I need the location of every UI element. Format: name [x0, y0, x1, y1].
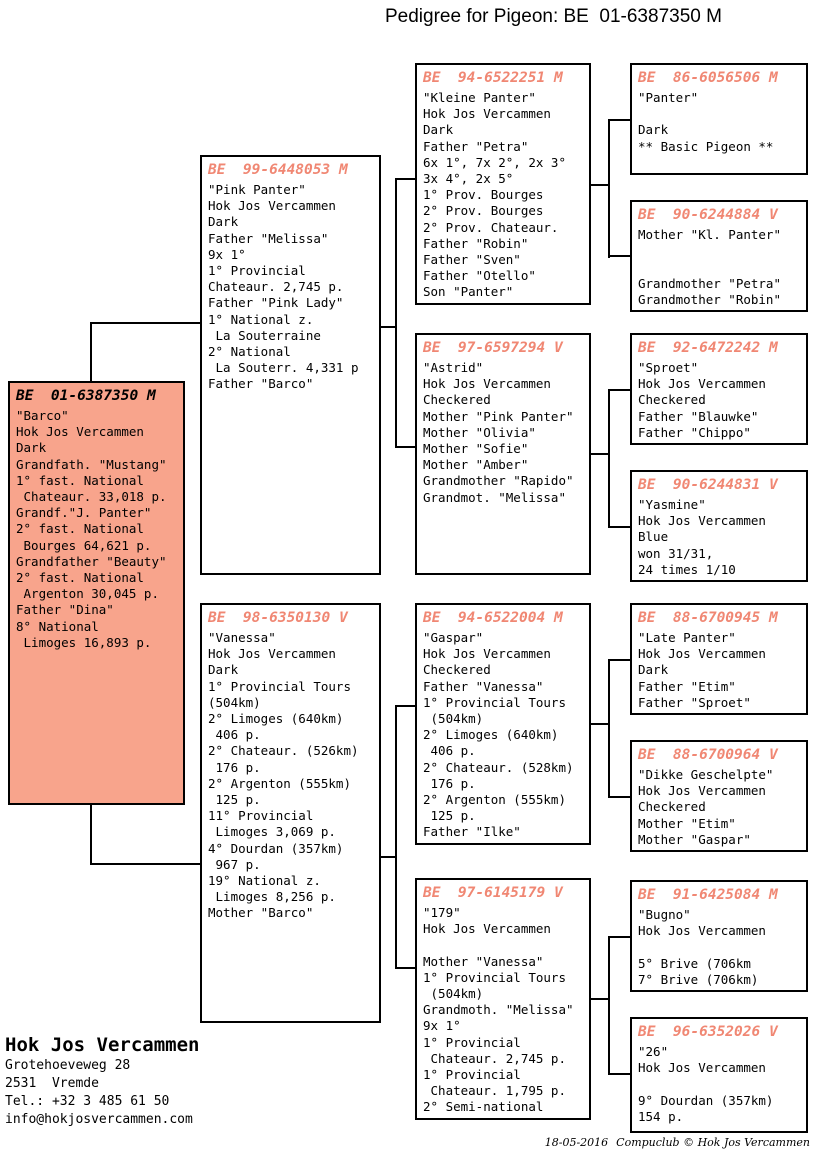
- ring-number: BE 97-6145179 V: [423, 885, 563, 901]
- loft-name: Hok Jos Vercammen: [5, 1034, 200, 1056]
- ring-number: BE 96-6352026 V: [638, 1024, 778, 1040]
- ring-number: BE 90-6244884 V: [638, 207, 778, 223]
- pedigree-details: [638, 360, 800, 441]
- pedigree-box-greatgrandparent-2: [630, 200, 808, 312]
- text-line: 2° Limoges (640km): [208, 711, 344, 727]
- connector-line: [90, 863, 200, 865]
- pedigree-details: [638, 227, 800, 308]
- text-line: Father "Petra": [423, 138, 529, 154]
- text-line: Son "Panter": [423, 284, 514, 300]
- text-line: "Kleine Panter": [423, 90, 536, 105]
- text-line: Mother "Barco": [208, 905, 314, 921]
- text-line: "Astrid": [423, 360, 484, 375]
- text-line: 2° Prov. Bourges: [423, 203, 544, 219]
- text-line: Checkered: [638, 392, 706, 408]
- text-line: Father "Otello": [423, 268, 536, 284]
- ring-number: BE 88-6700964 V: [638, 747, 778, 763]
- ring-number: BE 88-6700945 M: [638, 610, 778, 626]
- text-line: Grandfath. "Mustang": [16, 456, 167, 472]
- text-line: 967 p.: [208, 856, 261, 872]
- text-line: Father "Etim": [638, 678, 736, 694]
- connector-line: [608, 659, 630, 661]
- text-line: (504km): [208, 694, 261, 710]
- text-line: "Pink Panter": [208, 182, 306, 197]
- ring-number: BE 92-6472242 M: [638, 340, 778, 356]
- text-line: 2° Semi-national: [423, 1099, 544, 1115]
- pedigree-box-greatgrandparent-8: [630, 1017, 808, 1133]
- text-line: Checkered: [423, 392, 491, 408]
- text-line: Father "Melissa": [208, 230, 329, 246]
- ring-number: BE 91-6425084 M: [638, 887, 778, 903]
- connector-line: [395, 178, 397, 448]
- text-line: Grandmot. "Melissa": [423, 489, 566, 505]
- text-line: Mother "Sofie": [423, 441, 529, 457]
- text-line: 9° Dourdan (357km): [638, 1092, 774, 1108]
- pedigree-box-greatgrandparent-1: [630, 63, 808, 175]
- text-line: Limoges 3,069 p.: [208, 824, 336, 840]
- text-line: Hok Jos Vercammen: [16, 424, 144, 440]
- text-line: Chateaur. 2,745 p.: [423, 1050, 566, 1066]
- pedigree-box-greatgrandparent-6: [630, 740, 808, 852]
- text-line: Checkered: [638, 799, 706, 815]
- pedigree-details: [638, 630, 800, 711]
- page-title: Pedigree for Pigeon: BE 01-6387350 M: [385, 6, 722, 27]
- text-line: Dark: [638, 122, 669, 138]
- text-line: 1° Provincial Tours: [208, 678, 351, 694]
- pedigree-details: [638, 767, 800, 848]
- ring-number: BE 94-6522004 M: [423, 610, 563, 626]
- text-line: Grotehoeveweg 28: [5, 1058, 131, 1073]
- text-line: 6x 1°, 7x 2°, 2x 3°: [423, 154, 566, 170]
- text-line: Blue: [638, 529, 669, 545]
- pedigree-box-greatgrandparent-7: [630, 880, 808, 992]
- text-line: [638, 939, 800, 955]
- text-line: Hok Jos Vercammen: [208, 646, 336, 662]
- text-line: Father "Ilke": [423, 824, 521, 840]
- text-line: 2° Chateaur. (528km): [423, 759, 574, 775]
- text-line: Bourges 64,621 p.: [16, 537, 152, 553]
- connector-line: [608, 659, 610, 798]
- text-line: 2° National: [208, 344, 291, 360]
- text-line: Father "Dina": [16, 602, 114, 618]
- connector-line: [90, 322, 92, 383]
- text-line: 24 times 1/10: [638, 561, 736, 577]
- text-line: Limoges 8,256 p.: [208, 889, 336, 905]
- text-line: won 31/31,: [638, 545, 714, 561]
- footnote-date: 18-05-2016: [544, 1136, 609, 1149]
- text-line: Mother "Gaspar": [638, 831, 751, 847]
- text-line: 2531 Vremde: [5, 1076, 99, 1091]
- connector-line: [608, 389, 630, 391]
- connector-line: [395, 967, 415, 969]
- ring-number: BE 86-6056506 M: [638, 70, 778, 86]
- text-line: Father "Pink Lady": [208, 295, 344, 311]
- text-line: Father "Barco": [208, 376, 314, 392]
- text-line: [638, 259, 800, 275]
- ring-number: BE 98-6350130 V: [208, 610, 348, 626]
- text-line: 125 p.: [208, 792, 261, 808]
- text-line: Hok Jos Vercammen: [638, 1060, 766, 1076]
- pedigree-box-subject: [8, 381, 185, 805]
- text-line: 2° fast. National: [16, 521, 144, 537]
- text-line: Hok Jos Vercammen: [638, 513, 766, 529]
- text-line: "26": [638, 1044, 669, 1059]
- text-line: Hok Jos Vercammen: [423, 646, 551, 662]
- ring-number: BE 90-6244831 V: [638, 477, 778, 493]
- text-line: 2° Argenton (555km): [208, 775, 351, 791]
- text-line: 2° Chateaur. (526km): [208, 743, 359, 759]
- loft-address: [5, 1057, 199, 1129]
- text-line: "Bugno": [638, 907, 691, 922]
- text-line: Mother "Pink Panter": [423, 408, 574, 424]
- text-line: Grandmother "Rapido": [423, 473, 574, 489]
- text-line: 154 p.: [638, 1108, 684, 1124]
- text-line: Mother "Etim": [638, 815, 736, 831]
- text-line: Mother "Amber": [423, 457, 529, 473]
- text-line: La Souterr. 4,331 p: [208, 360, 359, 376]
- text-line: Father "Robin": [423, 235, 529, 251]
- text-line: "Barco": [16, 408, 69, 423]
- text-line: Grandmother "Robin": [638, 291, 781, 307]
- connector-line: [395, 446, 415, 448]
- footnote-credit: Compuclub © Hok Jos Vercammen: [616, 1136, 810, 1149]
- text-line: Hok Jos Vercammen: [638, 783, 766, 799]
- pedigree-details: [208, 182, 373, 393]
- text-line: 9x 1°: [208, 246, 246, 262]
- connector-line: [90, 803, 92, 865]
- text-line: Chateaur. 1,795 p.: [423, 1083, 566, 1099]
- text-line: "Late Panter": [638, 630, 736, 645]
- connector-line: [608, 526, 630, 528]
- text-line: Chateaur. 33,018 p.: [16, 489, 167, 505]
- text-line: 406 p.: [208, 727, 261, 743]
- text-line: 1° Provincial: [423, 1067, 521, 1083]
- pedigree-details: [423, 630, 583, 841]
- pedigree-box-grandfather-paternal: [415, 63, 591, 305]
- pedigree-details: [16, 408, 177, 651]
- connector-line: [608, 119, 610, 258]
- pedigree-box-grandmother-maternal: [415, 878, 591, 1120]
- text-line: 176 p.: [423, 775, 476, 791]
- text-line: 1° Provincial: [208, 263, 306, 279]
- text-line: "Vanessa": [208, 630, 276, 645]
- text-line: 4° Dourdan (357km): [208, 840, 344, 856]
- footnote: [537, 1136, 810, 1149]
- text-line: Dark: [638, 662, 669, 678]
- text-line: [638, 106, 800, 122]
- text-line: (504km): [423, 986, 484, 1002]
- connector-line: [608, 796, 630, 798]
- pedigree-details: [208, 630, 373, 922]
- connector-line: [608, 255, 630, 257]
- text-line: 8° National: [16, 618, 99, 634]
- text-line: Grandmoth. "Melissa": [423, 1002, 574, 1018]
- text-line: 125 p.: [423, 808, 476, 824]
- text-line: (504km): [423, 711, 484, 727]
- text-line: "179": [423, 905, 461, 920]
- connector-line: [608, 119, 630, 121]
- pedigree-box-greatgrandparent-3: [630, 333, 808, 445]
- text-line: Mother "Olivia": [423, 424, 536, 440]
- text-line: Chateaur. 2,745 p.: [208, 279, 344, 295]
- text-line: Hok Jos Vercammen: [423, 376, 551, 392]
- text-line: Dark: [208, 662, 239, 678]
- text-line: 9x 1°: [423, 1018, 461, 1034]
- pedigree-details: [638, 90, 800, 155]
- pedigree-details: [423, 905, 583, 1116]
- text-line: [638, 1076, 800, 1092]
- text-line: Hok Jos Vercammen: [638, 376, 766, 392]
- pedigree-details: [638, 497, 800, 578]
- text-line: "Panter": [638, 90, 699, 105]
- text-line: 19° National z.: [208, 873, 321, 889]
- connector-line: [608, 389, 610, 528]
- text-line: "Sproet": [638, 360, 699, 375]
- text-line: [638, 243, 800, 259]
- text-line: Hok Jos Vercammen: [423, 106, 551, 122]
- ring-number: BE 97-6597294 V: [423, 340, 563, 356]
- text-line: Grandf."J. Panter": [16, 505, 152, 521]
- pedigree-box-father: [200, 155, 381, 575]
- text-line: Limoges 16,893 p.: [16, 634, 152, 650]
- text-line: 7° Brive (706km): [638, 971, 759, 987]
- pedigree-details: [423, 90, 583, 301]
- connector-line: [90, 322, 200, 324]
- connector-line: [608, 936, 610, 1075]
- connector-line: [608, 1073, 630, 1075]
- text-line: 1° fast. National: [16, 472, 144, 488]
- text-line: Father "Vanessa": [423, 678, 544, 694]
- ring-number: BE 99-6448053 M: [208, 162, 348, 178]
- text-line: 1° Provincial Tours: [423, 969, 566, 985]
- text-line: Father "Blauwke": [638, 408, 759, 424]
- text-line: 2° fast. National: [16, 570, 144, 586]
- connector-line: [395, 178, 415, 180]
- pedigree-box-grandfather-maternal: [415, 603, 591, 845]
- text-line: Dark: [16, 440, 47, 456]
- pedigree-details: [638, 1044, 800, 1125]
- text-line: Hok Jos Vercammen: [423, 921, 551, 937]
- text-line: Argenton 30,045 p.: [16, 586, 159, 602]
- text-line: 5° Brive (706km: [638, 955, 751, 971]
- loft-contact-block: [5, 1033, 199, 1129]
- text-line: 2° Prov. Chateaur.: [423, 219, 559, 235]
- text-line: ** Basic Pigeon **: [638, 138, 774, 154]
- text-line: Hok Jos Vercammen: [638, 923, 766, 939]
- pedigree-details: [423, 360, 583, 506]
- text-line: 1° Provincial Tours: [423, 694, 566, 710]
- text-line: Dark: [423, 122, 454, 138]
- text-line: 406 p.: [423, 743, 476, 759]
- text-line: 1° Prov. Bourges: [423, 187, 544, 203]
- text-line: Tel.: +32 3 485 61 50: [5, 1094, 170, 1109]
- ring-number: BE 94-6522251 M: [423, 70, 563, 86]
- pedigree-box-grandmother-paternal: [415, 333, 591, 575]
- text-line: 3x 4°, 2x 5°: [423, 171, 514, 187]
- text-line: "Yasmine": [638, 497, 706, 512]
- connector-line: [395, 705, 415, 707]
- pedigree-details: [638, 907, 800, 988]
- text-line: Father "Sproet": [638, 694, 751, 710]
- text-line: Father "Sven": [423, 252, 521, 268]
- text-line: Grandfather "Beauty": [16, 553, 167, 569]
- text-line: "Gaspar": [423, 630, 484, 645]
- text-line: 2° Argenton (555km): [423, 792, 566, 808]
- text-line: 176 p.: [208, 759, 261, 775]
- text-line: Checkered: [423, 662, 491, 678]
- text-line: 11° Provincial: [208, 808, 314, 824]
- text-line: Grandmother "Petra": [638, 275, 781, 291]
- pedigree-box-mother: [200, 603, 381, 1023]
- text-line: 2° Limoges (640km): [423, 727, 559, 743]
- pedigree-box-greatgrandparent-4: [630, 470, 808, 582]
- text-line: info@hokjosvercammen.com: [5, 1112, 193, 1127]
- connector-line: [608, 936, 630, 938]
- text-line: Mother "Vanessa": [423, 953, 544, 969]
- text-line: Mother "Kl. Panter": [638, 227, 781, 242]
- text-line: Father "Chippo": [638, 424, 751, 440]
- text-line: 1° National z.: [208, 311, 314, 327]
- text-line: La Souterraine: [208, 327, 321, 343]
- text-line: "Dikke Geschelpte": [638, 767, 774, 782]
- text-line: Hok Jos Vercammen: [638, 646, 766, 662]
- ring-number: BE 01-6387350 M: [16, 388, 156, 404]
- text-line: [423, 937, 583, 953]
- connector-line: [395, 705, 397, 969]
- text-line: Hok Jos Vercammen: [208, 198, 336, 214]
- text-line: 1° Provincial: [423, 1034, 521, 1050]
- text-line: Dark: [208, 214, 239, 230]
- pedigree-box-greatgrandparent-5: [630, 603, 808, 715]
